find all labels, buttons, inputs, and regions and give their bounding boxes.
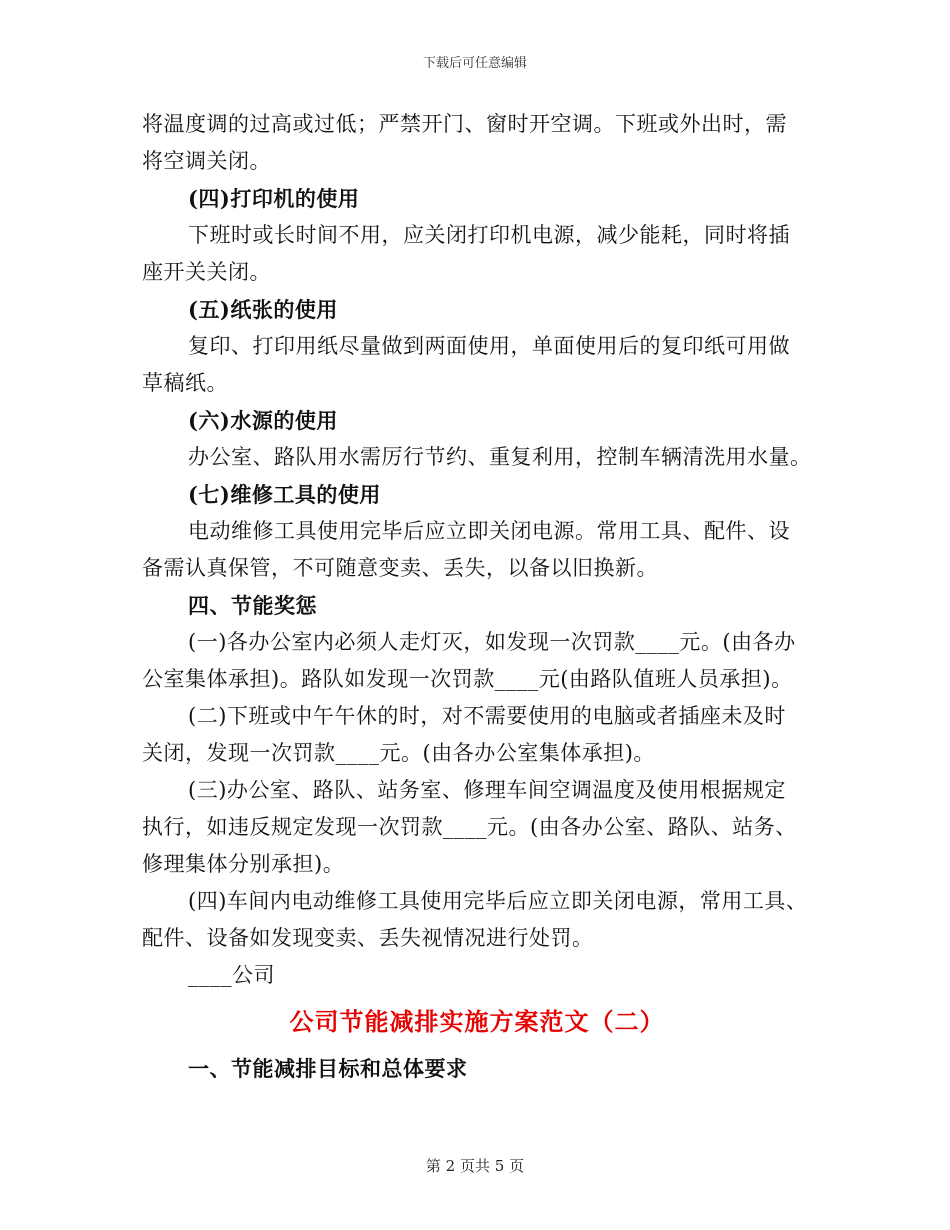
text-line: 修理集体分别承担)。 (142, 852, 345, 876)
text-line: 复印、打印用纸尽量做到两面使用，单面使用后的复印纸可用做 (188, 334, 790, 358)
heading-line: (六)水源的使用 (188, 408, 338, 433)
document-body (142, 106, 812, 1087)
text-line: 备需认真保管，不可随意变卖、丢失，以备以旧换新。 (142, 556, 658, 580)
text-line: 执行，如违反规定发现一次罚款____元。(由各办公室、路队、站务、 (142, 815, 797, 839)
section-title: 公司节能减排实施方案范文（二） (289, 1007, 665, 1036)
page-header: 下载后可任意编辑 (422, 56, 527, 71)
text-line: 草稿纸。 (142, 371, 228, 395)
text-line: 将空调关闭。 (142, 149, 271, 173)
text-line: 办公室、路队用水需厉行节约、重复利用，控制车辆清洗用水量。 (188, 445, 812, 469)
section-heading: 一、节能减排目标和总体要求 (188, 1056, 468, 1081)
text-line: 电动维修工具使用完毕后应立即关闭电源。常用工具、配件、设 (188, 519, 790, 543)
text-line: 将温度调的过高或过低；严禁开门、窗时开空调。下班或外出时，需 (142, 112, 787, 136)
text-line: (一)各办公室内必须人走灯灭，如发现一次罚款____元。(由各办 (188, 630, 796, 654)
text-line: ____公司 (188, 963, 275, 987)
text-line: 配件、设备如发现变卖、丢失视情况进行处罚。 (142, 926, 594, 950)
heading-line: (七)维修工具的使用 (188, 482, 381, 507)
text-line: 下班时或长时间不用，应关闭打印机电源，减少能耗，同时将插 (188, 223, 790, 247)
heading-line: (五)纸张的使用 (188, 297, 338, 322)
page-footer: 第 2 页共 5 页 (425, 1157, 525, 1175)
text-line: (二)下班或中午午休的时，对不需要使用的电脑或者插座未及时 (188, 704, 786, 728)
heading-line: (四)打印机的使用 (188, 186, 360, 211)
paragraph-lines (142, 106, 812, 994)
text-line: 座开关关闭。 (142, 260, 271, 284)
text-line: 公室集体承担)。路队如发现一次罚款____元(由路队值班人员承担)。 (142, 667, 793, 691)
text-line: 关闭，发现一次罚款____元。(由各办公室集体承担)。 (142, 741, 655, 765)
heading-line: 四、节能奖惩 (188, 593, 317, 618)
text-line: (三)办公室、路队、站务室、修理车间空调温度及使用根据规定 (188, 778, 786, 802)
text-line: (四)车间内电动维修工具使用完毕后应立即关闭电源，常用工具、 (188, 889, 808, 913)
